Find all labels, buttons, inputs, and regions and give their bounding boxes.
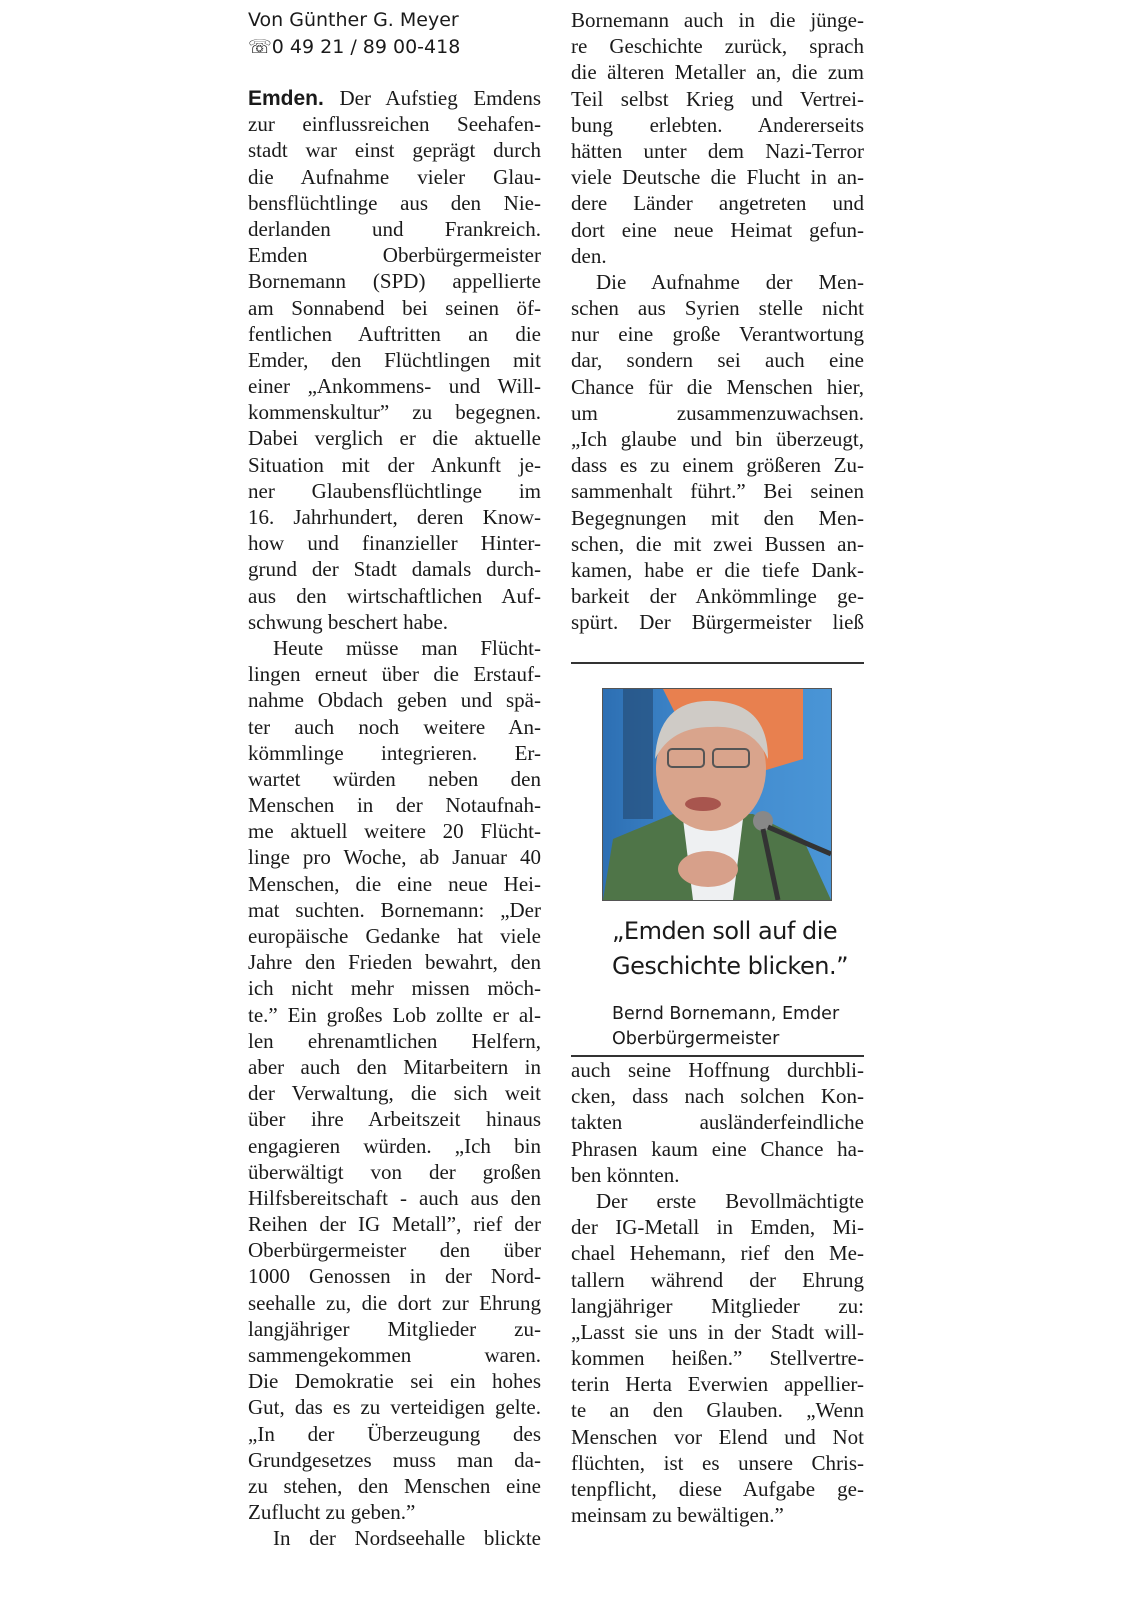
text-line: viele Deutsche die Flucht in an- (571, 165, 864, 190)
attribution-line: Oberbürgermeister (612, 1029, 780, 1049)
text-line: Emden Oberbürgermeister (248, 243, 541, 268)
text-line: Menschen in der Notaufnah- (248, 793, 541, 818)
text-line: ben könnten. (571, 1162, 680, 1187)
text-line: seehalle zu, die dort zur Ehrung (248, 1290, 541, 1315)
text-line: den. (571, 243, 607, 268)
text-line (248, 85, 541, 111)
text-line: wartet würden neben den (248, 766, 541, 791)
text-line: spürt. Der Bürgermeister ließ (571, 610, 864, 635)
text-line: langjähriger Mitglieder zu- (248, 1316, 541, 1341)
text-line: Teil selbst Krieg und Vertrei- (571, 86, 864, 111)
text-line: len ehrenamtlichen Helfern, (248, 1028, 541, 1053)
article-column-right-top (571, 7, 864, 636)
text-line: sammenhalt führt.” Bei seinen (571, 479, 864, 504)
text-line: der Verwaltung, die sich weit (248, 1081, 541, 1106)
text-line: re Geschichte zurück, sprach (571, 34, 864, 59)
text-line: bensflüchtlinge aus den Nie- (248, 190, 541, 215)
text-line: Oberbürgermeister den über (248, 1238, 541, 1263)
text-line: zur einflussreichen Seehafen- (248, 112, 541, 137)
text-line: nahme Obdach geben und spä- (248, 688, 541, 713)
article-column-right-bottom (571, 1057, 864, 1528)
text-line: flüchten, ist es unsere Chris- (571, 1450, 864, 1475)
text-line: Reihen der IG Metall”, rief der (248, 1212, 541, 1237)
text-line: chael Hehemann, rief den Me- (571, 1241, 864, 1266)
text-line: sammengekommen waren. (248, 1343, 541, 1367)
text-line: langjähriger Mitglieder zu: (571, 1293, 864, 1318)
text-line: Grundgesetzes muss man da- (248, 1447, 541, 1472)
text-line: Die Demokratie sei ein hohes (248, 1369, 541, 1394)
text-line: die Aufnahme vieler Glau- (248, 164, 541, 189)
text-line: cken, dass nach solchen Kon- (571, 1084, 864, 1109)
text-line: tenpflicht, diese Aufgabe ge- (571, 1477, 864, 1501)
text-line: Hilfsbereitschaft - auch aus den (248, 1185, 541, 1210)
text-line: 1000 Genossen in der Nord- (248, 1264, 541, 1289)
pull-quote (612, 914, 848, 984)
text-line: dere Länder angetreten und (571, 191, 864, 216)
text-line-content: Der Aufstieg Emdens (339, 86, 542, 110)
text-line: Dabei verglich er die aktuelle (248, 426, 541, 451)
text-line: der IG-Metall in Emden, Mi- (571, 1215, 864, 1240)
text-line: lingen erneut über die Erstauf- (248, 662, 541, 687)
text-line: In der Nordseehalle blickte (273, 1526, 541, 1551)
text-line: fentlichen Auftritten an die (248, 321, 541, 346)
text-line: Die Aufnahme der Men- (596, 269, 864, 294)
text-line: auch seine Hoffnung durchbli- (571, 1058, 864, 1082)
text-line: über ihre Arbeitszeit hinaus (248, 1107, 541, 1132)
text-line: bung erlebten. Andererseits (571, 112, 864, 137)
text-line: meinsam zu bewältigen.” (571, 1503, 784, 1528)
author: Von Günther G. Meyer (248, 9, 459, 31)
pull-quote-attribution (612, 1002, 839, 1052)
phone-icon: ☏ (248, 35, 272, 58)
text-line: Der erste Bevollmächtigte (596, 1188, 864, 1213)
text-line: kommen heißen.” Stellvertre- (571, 1346, 864, 1371)
photo-illustration (603, 689, 831, 900)
text-line: europäische Gedanke hat viele (248, 924, 541, 948)
article-column-left (248, 85, 541, 1552)
text-line: Zuflucht zu geben.” (248, 1500, 416, 1525)
text-line: Heute müsse man Flücht- (273, 635, 541, 660)
portrait-photo (602, 688, 832, 901)
text-line: schen aus Syrien stelle nicht (571, 296, 864, 321)
text-line: aus den wirtschaftlichen Auf- (248, 583, 541, 608)
text-line: Situation mit der Ankunft je- (248, 452, 541, 477)
byline (248, 7, 460, 60)
text-line: einer „Ankommens- und Will- (248, 374, 541, 399)
text-line: grund der Stadt damals durch- (248, 557, 541, 582)
text-line: dar, sondern sei auch eine (571, 348, 864, 373)
attribution-line: Bernd Bornemann, Emder (612, 1004, 840, 1024)
text-line: schen, die mit zwei Bussen an- (571, 531, 864, 556)
text-line: te an den Glauben. „Wenn (571, 1398, 864, 1423)
text-line: nur eine große Verantwortung (571, 322, 864, 347)
text-line: kamen, habe er die tiefe Dank- (571, 557, 864, 582)
text-line: Menschen vor Elend und Not (571, 1424, 864, 1449)
text-line: tallern während der Ehrung (571, 1267, 864, 1292)
text-line: „In der Überzeugung des (248, 1421, 541, 1446)
text-line: 16. Jahrhundert, deren Know- (248, 505, 541, 529)
text-line: Jahre den Frieden bewahrt, den (248, 950, 541, 975)
phone-number: 0 49 21 / 89 00-418 (271, 35, 461, 58)
text-line: aber auch den Mitarbeitern in (248, 1054, 541, 1079)
text-line: how und finanzieller Hinter- (248, 531, 541, 556)
text-line: Chance für die Menschen hier, (571, 374, 864, 399)
text-line: terin Herta Everwien appellier- (571, 1372, 864, 1397)
text-line: Emder, den Flüchtlingen mit (248, 347, 541, 372)
text-line: kommenskultur” zu begegnen. (248, 400, 541, 425)
text-line: ich nicht mehr missen möch- (248, 976, 541, 1001)
text-line: me aktuell weitere 20 Flücht- (248, 819, 541, 844)
text-line: „Lasst sie uns in der Stadt will- (571, 1319, 864, 1344)
pull-quote-line: „Emden soll auf die (612, 917, 838, 945)
text-line: ner Glaubensflüchtlinge im (248, 478, 541, 503)
text-line: Menschen, die eine neue Hei- (248, 871, 541, 896)
text-line: derlanden und Frankreich. (248, 216, 541, 241)
text-line: linge pro Woche, ab Januar 40 (248, 845, 541, 870)
text-line: Gut, das es zu verteidigen gelte. (248, 1395, 541, 1420)
text-line: Begegnungen mit den Men- (571, 505, 864, 530)
text-line: „Ich glaube und bin überzeugt, (571, 427, 864, 451)
text-line: barkeit der Ankömmlinge ge- (571, 584, 864, 609)
text-line: stadt war einst geprägt durch (248, 138, 541, 163)
text-line: Phrasen kaum eine Chance ha- (571, 1136, 864, 1161)
pull-quote-line: Geschichte blicken.” (612, 952, 848, 980)
text-line: am Sonnabend bei seinen öf- (248, 295, 541, 320)
text-line: ter auch noch weitere An- (248, 714, 541, 739)
text-line: Bornemann (SPD) appellierte (248, 269, 541, 294)
phone-line (248, 34, 460, 61)
dateline: Emden. (248, 87, 324, 110)
text-line: die älteren Metaller an, die zum (571, 60, 864, 85)
text-line: überwältigt von der großen (248, 1159, 541, 1184)
text-line: Bornemann auch in die jünge- (571, 8, 864, 32)
text-line: dort eine neue Heimat gefun- (571, 217, 864, 242)
text-line: mat suchten. Bornemann: „Der (248, 897, 541, 922)
text-line: zu stehen, den Menschen eine (248, 1473, 541, 1498)
text-line: um zusammenzuwachsen. (571, 400, 864, 425)
divider-top (571, 662, 864, 664)
text-line: schwung beschert habe. (248, 609, 449, 634)
text-line: kömmlinge integrieren. Er- (248, 740, 541, 765)
text-line: te.” Ein großes Lob zollte er al- (248, 1002, 541, 1027)
text-line: dass es zu einem größeren Zu- (571, 453, 864, 478)
text-line: hätten unter dem Nazi-Terror (571, 138, 864, 163)
text-line: takten ausländerfeindliche (571, 1110, 864, 1135)
text-line: engagieren würden. „Ich bin (248, 1133, 541, 1158)
